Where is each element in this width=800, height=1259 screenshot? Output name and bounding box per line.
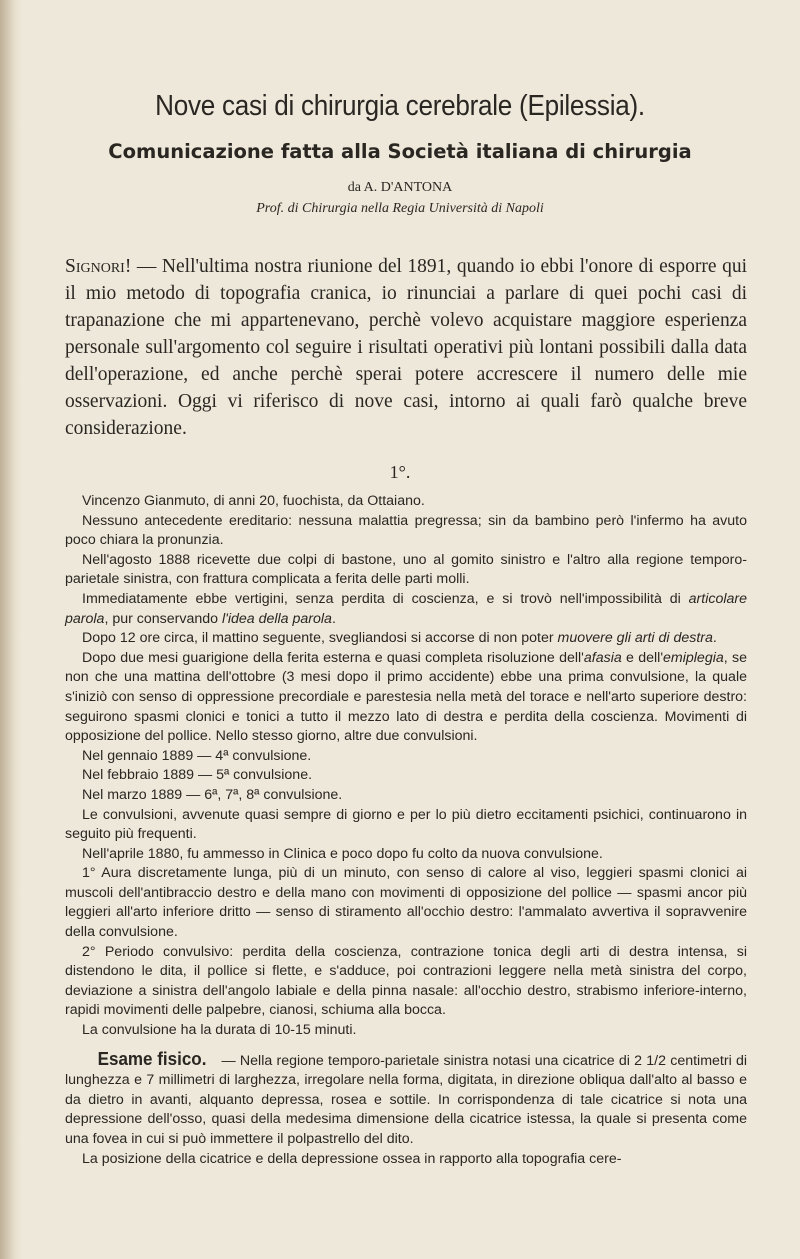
- italic-run: afasia: [583, 649, 622, 666]
- intro-paragraph: [65, 253, 747, 442]
- italic-run: articolare parola: [65, 590, 747, 627]
- paragraph: [65, 629, 747, 649]
- intro-text: — Nell'ultima nostra riunione del 1891, quando io ebbi l'onore di esporre qui il mio metodo di topografia cranica, io rinunciai a parlare di quei pochi casi di trapanazione che mi appartenevano, perchè volevo acquistare maggiore esperienza personale sull'argomento col seguire i risultati operativi più lontani possibili dalla data dell'operazione, ed anche perchè sperai potere accrescere il numero delle mie osservazioni. Oggi vi riferisco di nove casi, intorno ai quali farò qualche breve considerazione.: [65, 256, 747, 439]
- text-run: Immediatamente ebbe vertigini, senza perdita di coscienza, e si trovò nell'impossibilità di: [82, 590, 689, 607]
- author-line: da A. D'ANTONA: [347, 180, 453, 195]
- paragraph: Vincenzo Gianmuto, di anni 20, fuochista, da Ottaiano.: [82, 493, 425, 509]
- text-run: , pur conservando: [104, 610, 222, 627]
- text-run: .: [331, 610, 336, 627]
- esame-heading: Esame fisico.: [97, 1047, 207, 1069]
- paragraph: [65, 649, 747, 747]
- paragraph: La convulsione ha la durata di 10-15 minuti.: [82, 1022, 357, 1039]
- affiliation-line: Prof. di Chirurgia nella Regia Università di Napoli: [256, 201, 544, 216]
- text-run: — Nella regione temporo-parietale sinistra notasi una cicatrice di 2 1/2 centimetri di lunghezza e 7 millimetri di larghezza, irregolare nella forma, digitata, in direzione obliqua dall'alto al basso e da dietro in avanti, alquanto depressa, rosea e sottile. In corrispondenza di tale cicatrice si nota una depressione dell'osso, quasi della medesima dimensione della cicatrice istessa, la quale si presenta come una fovea in cui si può immettere il polpastrello del dito.: [65, 1052, 747, 1147]
- paragraph: 2° Periodo convulsivo: perdita della coscienza, contrazione tonica degli arti di destra intensa, si distendono le dita, il pollice si flette, e s'adduce, poi contrazioni leggere nella metà sinistra del corpo, deviazione a sinistra dell'angolo labiale e della pinna nasale: all'occhio destro, strabismo inferiore-interno, rapidi movimenti delle palpebre, cianosi, schiuma alla bocca.: [65, 943, 747, 1019]
- text-run: .: [712, 630, 717, 647]
- paragraph: [65, 590, 747, 629]
- salutation: Signori!: [65, 256, 132, 277]
- paragraph: Nessuno antecedente ereditario: nessuna malattia pregressa; sin da bambino però l'infermo ha avuto poco chiara la pronunzia.: [65, 512, 747, 549]
- paragraph-esame-fisico: [65, 1049, 747, 1150]
- text-run: Dopo due mesi guarigione della ferita esterna e quasi completa risoluzione dell': [82, 649, 584, 666]
- italic-run: muovere gli arti di destra: [557, 630, 713, 647]
- page-title: Nove casi di chirurgia cerebrale (Epilessia).: [155, 90, 645, 122]
- subtitle: Comunicazione fatta alla Società italiana di chirurgia: [108, 140, 692, 163]
- paragraph: Nell'aprile 1880, fu ammesso in Clinica e poco dopo fu colto da nuova convulsione.: [82, 845, 603, 862]
- paragraph: Nell'agosto 1888 ricevette due colpi di bastone, uno al gomito sinistro e l'altro alla regione temporo-parietale sinistra, con frattura complicata a ferita delle parti molli.: [65, 551, 747, 588]
- section-number: 1°.: [389, 462, 411, 482]
- paragraph: La posizione della cicatrice e della depressione ossea in rapporto alla topografia cere-: [82, 1150, 622, 1167]
- text-run: , se non che una mattina dell'ottobre (3 mesi dopo il primo accidente) ebbe una prima convulsione, la quale s'iniziò con senso di oppressione precordiale e parestesia nella metà del torace e nell'arto superiore destro: seguirono spasmi clonici e tonici a tutto il mezzo lato di destra e perdita della coscienza. Movimenti di opposizione del pollice. Nello stesso giorno, altre due convulsioni.: [65, 649, 747, 745]
- paragraph: Nel gennaio 1889 — 4ª convulsione.: [82, 747, 312, 764]
- paragraph: Nel febbraio 1889 — 5ª convulsione.: [82, 767, 313, 784]
- text-run: Dopo 12 ore circa, il mattino seguente, svegliandosi si accorse di non poter: [82, 630, 558, 647]
- text-run: e dell': [621, 649, 664, 666]
- paragraph: 1° Aura discretamente lunga, più di un minuto, con senso di calore al viso, leggieri spasmi clonici ai muscoli dell'antibraccio destro e della mano con movimenti di opposizione del pollice — spasmi ancor più leggieri all'arto inferiore dritto — senso di stiramento all'occhio destro: l'ammalato avvertiva il sopravvenire della convulsione.: [65, 865, 747, 941]
- italic-run: emiplegia: [663, 649, 724, 666]
- italic-run: l'idea della parola: [221, 610, 332, 627]
- case-body: [65, 492, 747, 1169]
- paragraph: Nel marzo 1889 — 6ª, 7ª, 8ª convulsione.: [82, 786, 343, 803]
- paragraph: Le convulsioni, avvenute quasi sempre di giorno e per lo più dietro eccitamenti psichici, continuarono in seguito più frequenti.: [65, 806, 747, 843]
